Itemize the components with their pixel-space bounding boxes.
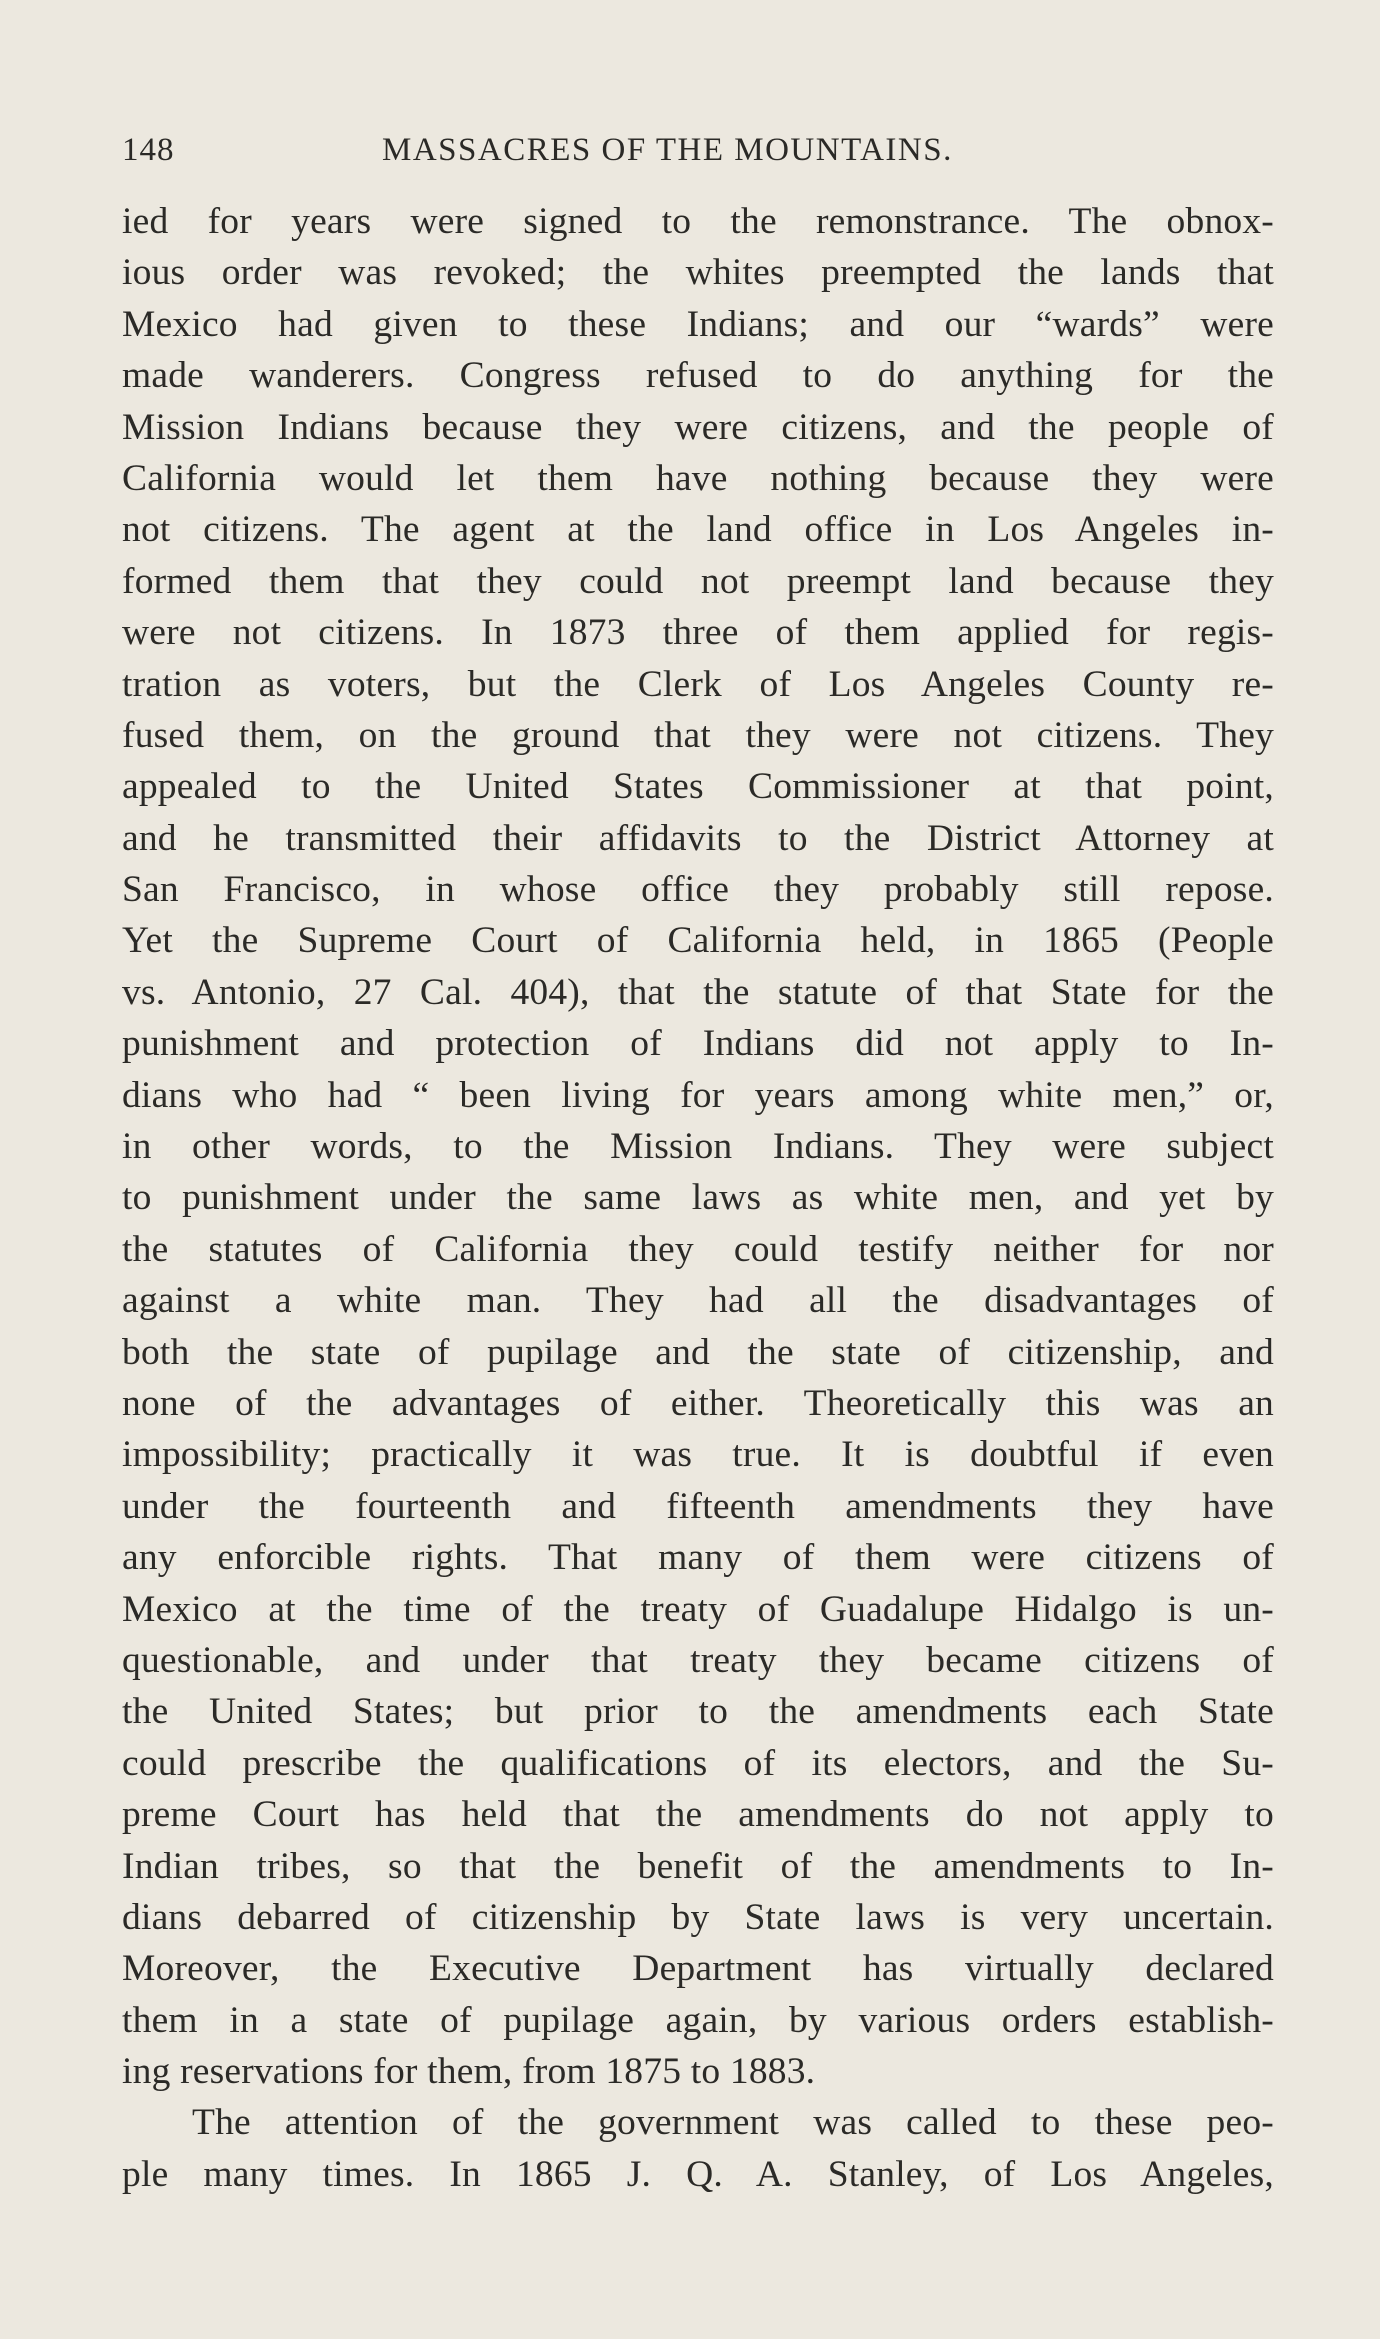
text-line: preme Court has held that the amendments do not apply to [122, 1794, 1274, 1836]
text-line: made wanderers. Congress refused to do anything for the [122, 355, 1274, 397]
text-line: against a white man. They had all the disadvantages of [122, 1280, 1274, 1322]
text-line: fused them, on the ground that they were not citizens. They [122, 714, 1274, 756]
text-line: dians who had “ been living for years among white men,” or, [122, 1074, 1274, 1116]
text-line: to punishment under the same laws as white men, and yet by [122, 1177, 1274, 1219]
text-line: San Francisco, in whose office they probably still repose. [122, 869, 1274, 911]
text-line: the United States; but prior to the amendments each State [122, 1691, 1274, 1733]
text-line: not citizens. The agent at the land office in Los Angeles in- [122, 509, 1274, 551]
text-line: dians debarred of citizenship by State laws is very uncertain. [122, 1896, 1274, 1938]
text-line: Mexico had given to these Indians; and our “wards” were [122, 303, 1274, 345]
body-text [122, 196, 1274, 2200]
page-header [122, 132, 1274, 180]
page-number: 148 [122, 132, 175, 168]
text-line: under the fourteenth and fifteenth amendments they have [122, 1485, 1274, 1527]
text-line: appealed to the United States Commissioner at that point, [122, 766, 1274, 808]
text-line: ious order was revoked; the whites preempted the lands that [122, 252, 1274, 294]
text-line: California would let them have nothing because they were [122, 457, 1274, 499]
text-line: and he transmitted their affidavits to the District Attorney at [122, 817, 1274, 859]
paragraph-end-line: ing reservations for them, from 1875 to 1883. [122, 2051, 816, 2093]
text-line: both the state of pupilage and the state of citizenship, and [122, 1331, 1274, 1373]
text-line: vs. Antonio, 27 Cal. 404), that the statute of that State for the [122, 971, 1274, 1013]
text-line: Indian tribes, so that the benefit of the amendments to In- [122, 1845, 1274, 1887]
text-line: Mission Indians because they were citizens, and the people of [122, 406, 1274, 448]
text-line: ple many times. In 1865 J. Q. A. Stanley, of Los Angeles, [122, 2153, 1274, 2195]
text-line: punishment and protection of Indians did not apply to In- [122, 1023, 1274, 1065]
paragraph-start-line: The attention of the government was called to these peo- [192, 2102, 1274, 2144]
text-line: Mexico at the time of the treaty of Guadalupe Hidalgo is un- [122, 1588, 1274, 1630]
text-line: could prescribe the qualifications of its electors, and the Su- [122, 1742, 1274, 1784]
text-line: formed them that they could not preempt land because they [122, 560, 1274, 602]
text-line: in other words, to the Mission Indians. They were subject [122, 1126, 1274, 1168]
text-line: questionable, and under that treaty they became citizens of [122, 1639, 1274, 1681]
text-line: were not citizens. In 1873 three of them applied for regis- [122, 612, 1274, 654]
running-head: MASSACRES OF THE MOUNTAINS. [382, 132, 953, 168]
text-line: impossibility; practically it was true. It is doubtful if even [122, 1434, 1274, 1476]
text-line: any enforcible rights. That many of them were citizens of [122, 1537, 1274, 1579]
text-line: tration as voters, but the Clerk of Los Angeles County re- [122, 663, 1274, 705]
text-line: ied for years were signed to the remonstrance. The obnox- [122, 201, 1274, 242]
text-line: Yet the Supreme Court of California held, in 1865 (People [122, 920, 1274, 962]
text-line: them in a state of pupilage again, by various orders establish- [122, 1999, 1274, 2041]
text-line: the statutes of California they could testify neither for nor [122, 1228, 1274, 1270]
text-line: none of the advantages of either. Theoretically this was an [122, 1382, 1274, 1424]
text-line: Moreover, the Executive Department has virtually declared [122, 1948, 1274, 1990]
